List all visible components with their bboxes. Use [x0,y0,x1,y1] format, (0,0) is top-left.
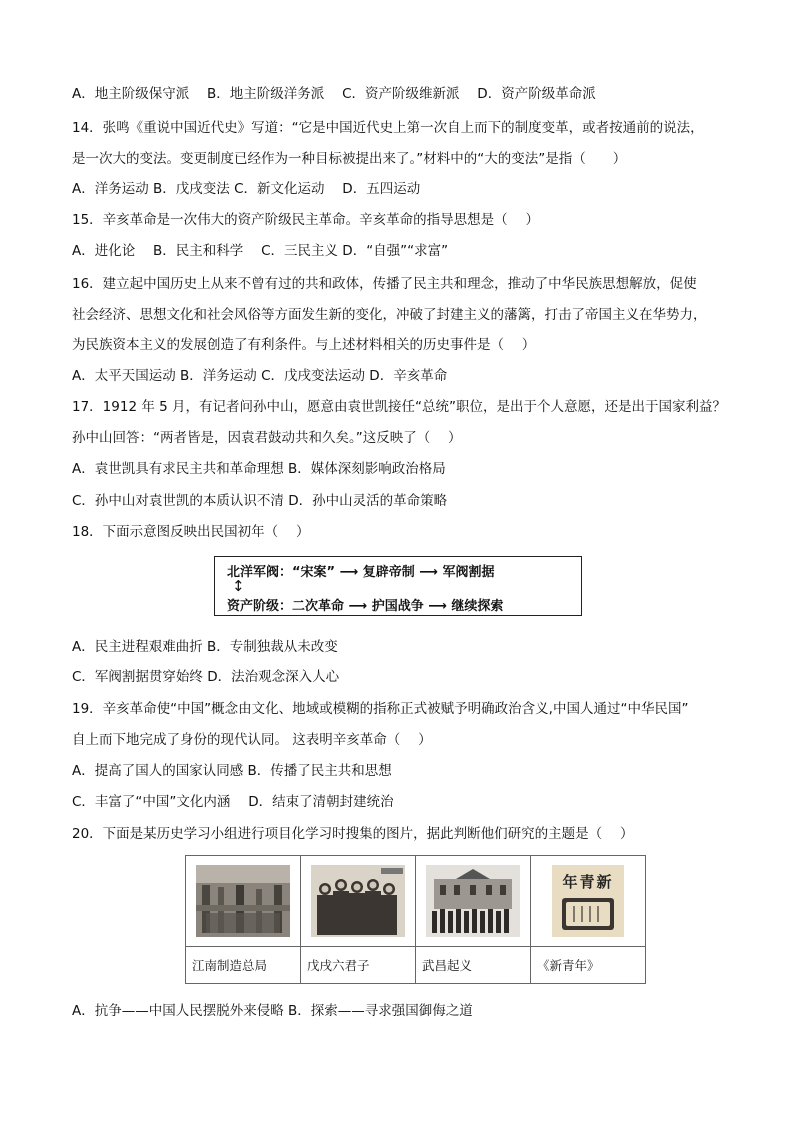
q17-options-line1: A．袁世凯具有求民主共和革命理想 B．媒体深刻影响政治格局 [72,461,446,477]
wuxu-six-gentlemen-photo [311,865,405,937]
caption-jiangnan: 江南制造总局 [186,947,301,984]
q16-stem-line2: 社会经济、思想文化和社会风俗等方面发生新的变化，冲破了封建主义的藩篱，打击了帝国主义在华势力， [72,307,707,323]
q18-diagram [214,556,582,616]
q16-stem-line1: 16．建立起中国历史上从来不曾有过的共和政体，传播了民主共和理念，推动了中华民族思想解放，促使 [72,276,697,292]
q16-stem-line3: 为民族资本主义的发展创造了有利条件。与上述材料相关的历史事件是（ ） [72,337,536,353]
q14-stem-line2: 是一次大的变法。变更制度已经作为一种目标被提出来了。”材料中的“大的变法”是指（ ） [72,151,627,167]
diagram-row-bourgeoisie: 资产阶级：二次革命 ⟶ 护国战争 ⟶ 继续探索 [227,599,504,614]
q19-options-line2: C．丰富了“中国”文化内涵 D．结束了清朝封建统治 [72,794,394,810]
q17-options-line2: C．孙中山对袁世凯的本质认识不清 D．孙中山灵活的革命策略 [72,493,448,509]
new-youth-magazine-cover [552,865,624,937]
q19-stem-line2: 自上而下地完成了身份的现代认同。 这表明辛亥革命（ ） [72,732,432,748]
q20-image-table [185,855,646,984]
q13-options: A．地主阶级保守派 B．地主阶级洋务派 C．资产阶级维新派 D．资产阶级革命派 [72,86,596,102]
q14-options: A．洋务运动 B．戊戌变法 C．新文化运动 D．五四运动 [72,181,421,197]
image-cell-jiangnan [186,856,301,947]
q17-stem-line2: 孙中山回答：“两者皆是，因袁君鼓动共和久矣。”这反映了（ ） [72,430,462,446]
q20-options: A．抗争——中国人民摆脱外来侵略 B．探索——寻求强国御侮之道 [72,1003,473,1019]
wuchang-uprising-photo [426,865,520,937]
image-cell-xinqingnian [531,856,646,947]
q20-stem: 20．下面是某历史学习小组进行项目化学习时搜集的图片，据此判断他们研究的主题是（ ） [72,826,634,842]
q18-options-line1: A．民主进程艰难曲折 B．专制独裁从未改变 [72,639,338,655]
q15-options: A．进化论 B．民主和科学 C．三民主义 D．“自强”“求富” [72,243,449,259]
image-cell-wuxu [301,856,416,947]
q19-stem-line1: 19．辛亥革命使“中国”概念由文化、地域或模糊的指称正式被赋予明确政治含义,中国人通过“中华民国” [72,701,689,717]
caption-xinqingnian: 《新青年》 [531,947,646,984]
q18-options-line2: C．军阀割据贯穿始终 D．法治观念深入人心 [72,669,340,685]
diagram-row-beiyang: 北洋军阀：“宋案” ⟶ 复辟帝制 ⟶ 军阀割据 [227,565,495,580]
q19-options-line1: A．提高了国人的国家认同感 B．传播了民主共和思想 [72,763,392,779]
q15-stem: 15．辛亥革命是一次伟大的资产阶级民主革命。辛亥革命的指导思想是（ ） [72,212,539,228]
jiangnan-arsenal-photo [196,865,290,937]
magazine-title-text: 年青新 [562,873,614,891]
q18-stem: 18．下面示意图反映出民国初年（ ） [72,524,310,540]
q17-stem-line1: 17．1912 年 5 月，有记者问孙中山，愿意由袁世凯接任“总统”职位，是出于个人意愿，还是出于国家利益？ [72,399,726,415]
caption-wuchang: 武昌起义 [416,947,531,984]
diagram-updown-arrow: ↕ [232,577,245,595]
caption-wuxu: 戊戌六君子 [301,947,416,984]
image-cell-wuchang [416,856,531,947]
q14-stem-line1: 14．张鸣《重说中国近代史》写道：“它是中国近代史上第一次自上而下的制度变革，或者按通前的说法， [72,120,704,136]
q16-options: A．太平天国运动 B．洋务运动 C．戊戌变法运动 D．辛亥革命 [72,368,448,384]
